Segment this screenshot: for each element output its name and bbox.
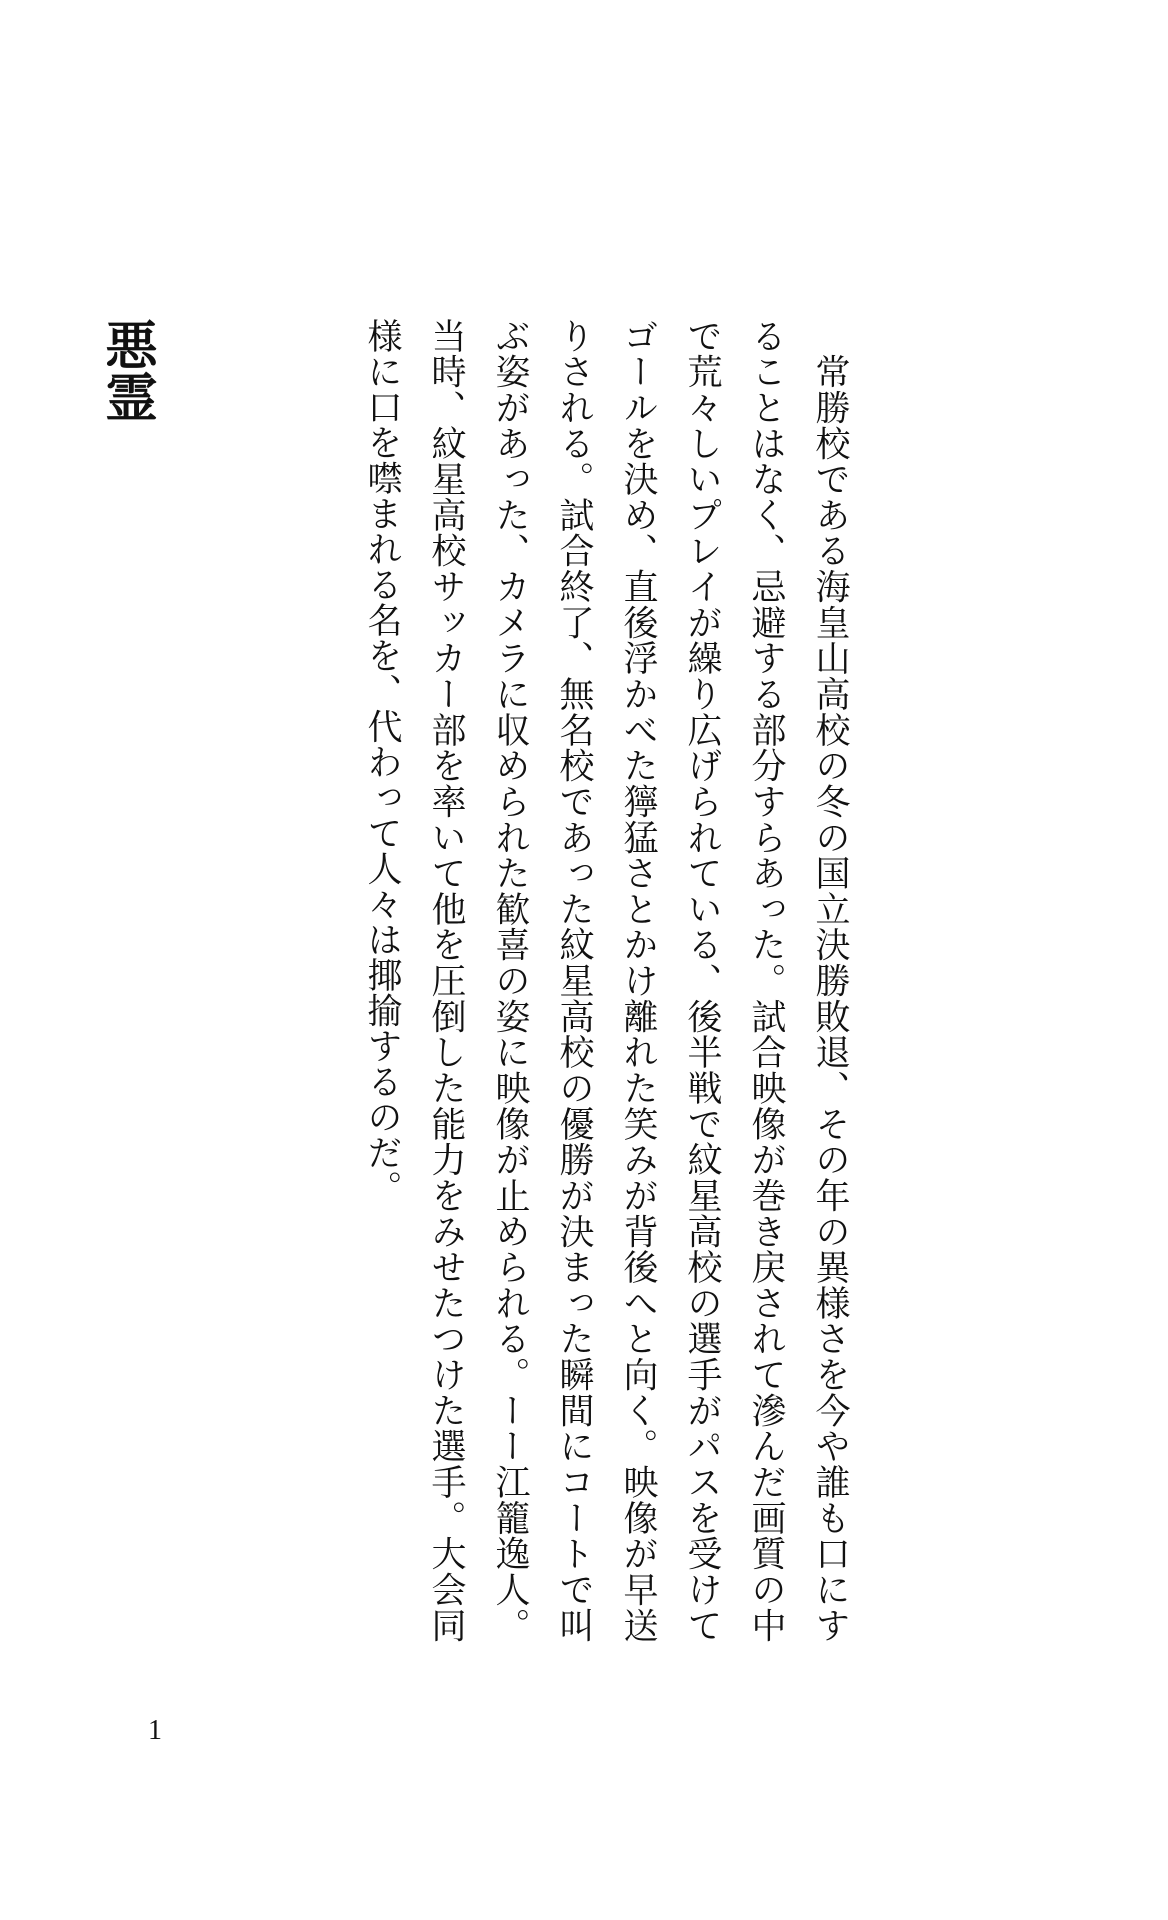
- paragraph-opening: 常勝校である海皇山高校の冬の国立決勝敗退、その年の異様さを今や誰も口にすることはなく、忌避する部分すらあった。試合映像が巻き戻されて滲んだ画質の中で荒々しいプレイが繰り広げられている、後半戦で紋星高校の選手がパスを受けてゴールを決め、直後浮かべた獰猛さとかけ離れた笑みが背後へと向く。映像が早送りされる。試合終了、無名校であった紋星高校の優勝が決まった瞬間にコートで叫ぶ姿があった、カメラに収められた歓喜の姿に映像が止められる。ーー江籠逸人。当時、紋星高校サッカー部を率いて他を圧倒した能力をみせたつけた選手。大会同様に口を噤まれる名を、代わって人々は揶揄するのだ。: [362, 318, 850, 1644]
- page-number: 1: [148, 1715, 162, 1746]
- vertical-text-body: [96, 318, 990, 1644]
- section-heading: 悪霊: [96, 318, 157, 423]
